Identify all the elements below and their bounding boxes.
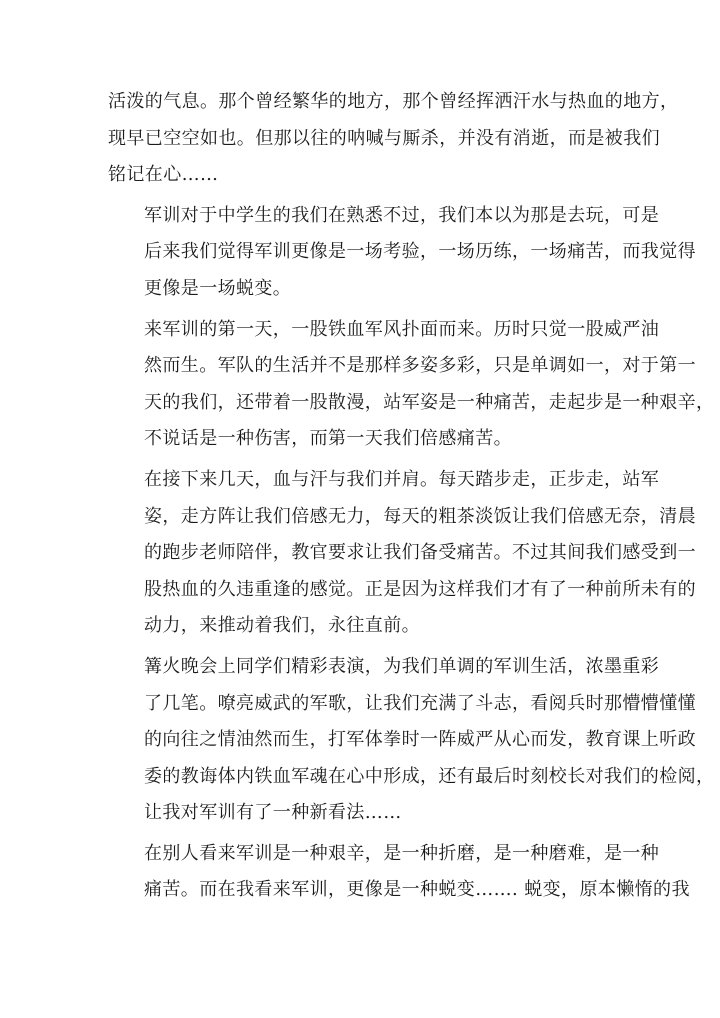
document-page bbox=[108, 84, 715, 913]
text-line: 了几笔。嘹亮威武的军歌，让我们充满了斗志，看阅兵时那懵懵懂懂 bbox=[144, 692, 696, 714]
text-line: 后来我们觉得军训更像是一场考验，一场历练，一场痛苦，而我觉得 bbox=[144, 241, 696, 263]
text-line: 在接下来几天，血与汗与我们并肩。每天踏步走，正步走，站军 bbox=[144, 468, 660, 490]
text-line: 股热血的久违重逢的感觉。正是因为这样我们才有了一种前所未有的 bbox=[144, 578, 696, 600]
text-line: 动力，来推动着我们，永往直前。 bbox=[144, 615, 420, 637]
paragraph-6 bbox=[108, 836, 690, 909]
text-line: 更像是一场蜕变。 bbox=[144, 277, 292, 299]
text-line: 不说话是一种伤害，而第一天我们倍感痛苦。 bbox=[144, 428, 512, 450]
text-line: 活泼的气息。那个曾经繁华的地方，那个曾经挥洒汗水与热血的地方， bbox=[108, 91, 679, 112]
text-line: 的向往之情油然而生，打军体拳时一阵威严从心而发，教育课上听政 bbox=[144, 729, 696, 751]
text-line: 铭记在心…… bbox=[108, 164, 219, 186]
text-line: 军训对于中学生的我们在熟悉不过，我们本以为那是去玩，可是 bbox=[144, 204, 660, 226]
text-line: 现早已空空如也。但那以往的呐喊与厮杀，并没有消逝，而是被我们 bbox=[108, 127, 660, 149]
paragraph-3 bbox=[108, 312, 715, 458]
text-line: 委的教诲体内铁血军魂在心中形成，还有最后时刻校长对我们的检阅， bbox=[144, 765, 715, 787]
text-line: 来军训的第一天，一股铁血军风扑面而来。历时只觉一股威严油 bbox=[144, 318, 660, 340]
text-line: 让我对军训有了一种新看法…… bbox=[144, 802, 402, 824]
text-line: 天的我们，还带着一股散漫，站军姿是一种痛苦，走起步是一种艰辛， bbox=[144, 391, 715, 413]
text-line: 的跑步老师陪伴，教官要求让我们备受痛苦。不过其间我们感受到一 bbox=[144, 542, 696, 564]
text-line: 在别人看来军训是一种艰辛，是一种折磨，是一种磨难，是一种 bbox=[144, 842, 660, 864]
text-line: 姿，走方阵让我们倍感无力，每天的粗茶淡饭让我们倍感无奈，清晨 bbox=[144, 505, 696, 527]
text-line: 痛苦。而在我看来军训，更像是一种蜕变……. 蜕变，原本懒惰的我 bbox=[144, 879, 690, 901]
paragraph-5 bbox=[108, 649, 715, 832]
paragraph-4 bbox=[108, 462, 696, 645]
paragraph-2 bbox=[108, 198, 696, 308]
paragraph-1 bbox=[108, 84, 679, 194]
text-line: 篝火晚会上同学们精彩表演，为我们单调的军训生活，浓墨重彩 bbox=[144, 655, 660, 677]
text-line: 然而生。军队的生活并不是那样多姿多彩，只是单调如一，对于第一 bbox=[144, 355, 696, 377]
